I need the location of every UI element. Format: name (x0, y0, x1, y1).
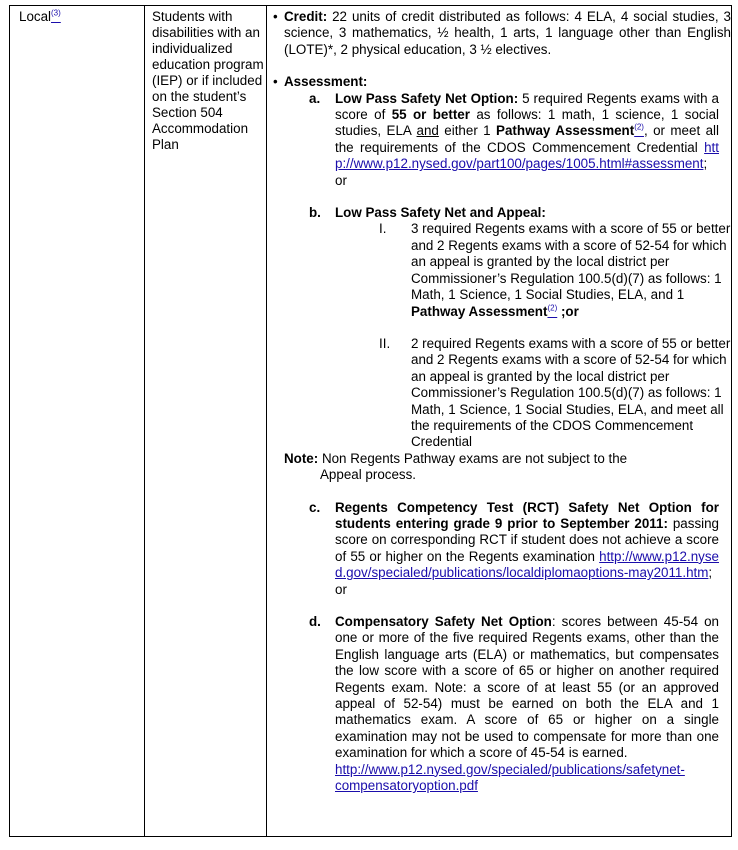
eligibility-text: Students with disabilities with an individualized education program (IEP) or if included on the student’s Section 504 Accommodation Plan (152, 9, 264, 152)
option-b-ii-num: II. (379, 335, 391, 351)
credit-text: 22 units of credit distributed as follows: 4 ELA, 4 social studies, 3 science, 3 mathematics, ½ health, 1 arts, 1 language other than English (LOTE)*, 2 physical education, 3 ½ electives. (284, 9, 731, 57)
bullet-icon: • (273, 9, 278, 24)
bullet-icon: • (273, 74, 278, 90)
option-a-letter: a. (309, 90, 321, 106)
footnote-ref-2-link[interactable]: (2) (634, 122, 644, 132)
credit-bullet (273, 9, 731, 58)
diploma-type-cell (19, 9, 145, 25)
option-c: c. Regents Competency Test (RCT) Safety Net Option for students entering grade 9 prior to September 2011: passing score on corresponding RCT if student does not achieve a score of 55 or higher on the Regents examination http://www.p12.nysed.gov/specialed/publications/localdiplomaoptions-may2011.htm; or (309, 499, 720, 597)
option-a-title: Low Pass Safety Net Option: (335, 90, 519, 106)
appeal-note: Note: Non Regents Pathway exams are not subject to the Appeal process. (284, 450, 628, 483)
option-b-i-num: I. (379, 221, 387, 237)
assessment-label: Assessment: (284, 74, 368, 90)
option-b-title: Low Pass Safety Net and Appeal: (335, 205, 546, 221)
eligibility-cell (152, 9, 267, 153)
rct-link[interactable]: http://www.p12.nysed.gov/specialed/publications/localdiplomaoptions-may2011.htm (335, 548, 719, 581)
footnote-ref-3-link[interactable]: (3) (51, 8, 61, 18)
compensatory-link[interactable]: http://www.p12.nysed.gov/specialed/publications/safetynet- compensatoryoption.pdf (335, 761, 685, 794)
option-b-ii: II. 2 required Regents exams with a score of 55 or better and 2 Regents exams with a score of 52-54 for which an appeal is granted by the local district per Commissioner’s Regulation 100.5(d)(7) as follows: 1 Math, 1 Science, 1 Social Studies, ELA, and meet all the requirements of the CDOS Commencement Credential (379, 335, 731, 450)
footnote-ref-2-link[interactable]: (2) (547, 303, 558, 313)
assessment-link[interactable]: http://www.p12.nysed.gov/part100/pages/1005.html#assessment (335, 139, 719, 172)
requirements-table (9, 5, 732, 837)
option-b-i: I. 3 required Regents exams with a score of 55 or better and 2 Regents exams with a score of 52-54 for which an appeal is granted by the local district per Commissioner’s Regulation 100.5(d)(7) as follows: 1 Math, 1 Science, 1 Social Studies, ELA, and 1 Pathway Assessment$^{(2)}$ ;or (379, 221, 731, 319)
option-b (309, 205, 731, 221)
option-d-title: Compensatory Safety Net Option (335, 614, 552, 629)
option-a: a. Low Pass Safety Net Option: 5 required Regents exams with a score of 55 or better as follows: 1 math, 1 science, 1 social studies, ELA and either 1 Pathway Assessment$^{(2)}$, or meet all the requirements of the CDOS Commencement Credential http://www.p12.nysed.gov/part100/pages/1005.html#assessment; or (309, 90, 720, 188)
option-c-title: Regents Competency Test (RCT) Safety Net Option for students entering grade 9 prior to September 2011: (335, 499, 719, 531)
option-b-letter: b. (309, 205, 321, 221)
note-label: Note: (284, 450, 319, 466)
option-d: d. Compensatory Safety Net Option: scores between 45-54 on one or more of the five required Regents exams, other than the English language arts (ELA) or mathematics, but compensates the low score with a score of 65 or higher on another required Regents exam. Note: a score of at least 55 (or an approved appeal of 52-54) must be earned on both the ELA and 1 mathematics exam. A score of 65 or higher on a single examination may not be used to compensate for more than one examination for which a score of 45-54 is earned. http://www.p12.nysed.gov/specialed/publications/safetynet- compensatoryoption.pdf (309, 614, 720, 794)
assessment-bullet (273, 74, 731, 90)
option-c-letter: c. (309, 499, 321, 515)
requirements-cell (273, 9, 731, 794)
diploma-type: Local (19, 9, 52, 24)
credit-label: Credit: (284, 9, 328, 24)
option-d-letter: d. (309, 614, 321, 629)
column-divider-1 (144, 6, 145, 836)
